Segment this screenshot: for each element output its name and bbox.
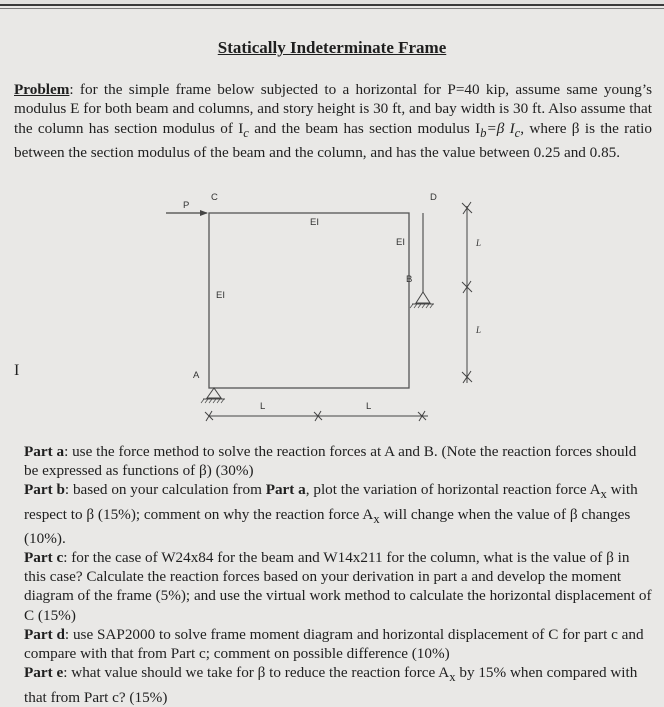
- part-d: Part d: use SAP2000 to solve frame moment diagram and horizontal displacement of C for part c and compare with that from Part c; comment on possible difference (10%): [24, 625, 644, 663]
- page-title: Statically Indeterminate Frame: [217, 38, 447, 57]
- bay-label-left: L: [260, 401, 266, 412]
- bay-label-right: L: [366, 401, 372, 412]
- part-c: Part c: for the case of W24x84 for the beam and W14x211 for the column, what is the value of β in this case? Calculate the reaction forces based on your derivation in part a and develop the moment diagram of the frame (5%); and use the virtual work method to calculate the horizontal displacement of C (15%): [24, 549, 652, 624]
- support-a-hatch: [201, 399, 224, 403]
- support-a-pin: [207, 388, 221, 398]
- part-b: Part b: based on your calculation from Part a, plot the variation of horizontal reaction force $A_x$ with respect to β (15%); comment on why the reaction force $A_x$ will change when the value of β changes (10%).: [24, 481, 638, 547]
- beam-ei-label: EI: [310, 217, 319, 228]
- assignment-parts: [24, 442, 652, 707]
- support-label-a: A: [193, 370, 200, 381]
- node-label-c: C: [211, 192, 218, 203]
- part-e: Part e: what value should we take for β to reduce the reaction force $A_x$ by 15% when compared with that from Part c? (15%): [24, 664, 638, 706]
- support-label-b: B: [406, 274, 413, 285]
- support-b-hatch: [410, 304, 433, 308]
- node-label-d: D: [430, 192, 437, 203]
- height-label-upper: L: [476, 238, 482, 248]
- right-column-ei-label: EI: [396, 237, 405, 248]
- frame-outline: [209, 213, 409, 388]
- load-label-p: P: [183, 200, 190, 211]
- height-label-lower: L: [476, 325, 482, 335]
- text-cursor-icon: I: [14, 362, 20, 379]
- left-column-ei-label: EI: [216, 290, 225, 301]
- load-arrowhead: [200, 210, 208, 216]
- part-a: Part a: use the force method to solve the reaction forces at A and B. (Note the reaction forces should be expressed as functions of β) (30%): [24, 443, 637, 480]
- problem-statement: Problem: for the simple frame below subjected to a horizontal for P=40 kip, assume same young’s modulus E for both beam and columns, and story height is 30 ft, and bay width is 30 ft. Also assume that the column has section modulus of $I_c$ and the beam has section modulus $I_b=\beta$ $I_c$, where β is the ratio between the section modulus of the beam and the column, and has the value between 0.25 and 0.85.: [14, 81, 652, 161]
- support-b-pin: [416, 292, 430, 303]
- problem-label: Problem: [14, 81, 70, 98]
